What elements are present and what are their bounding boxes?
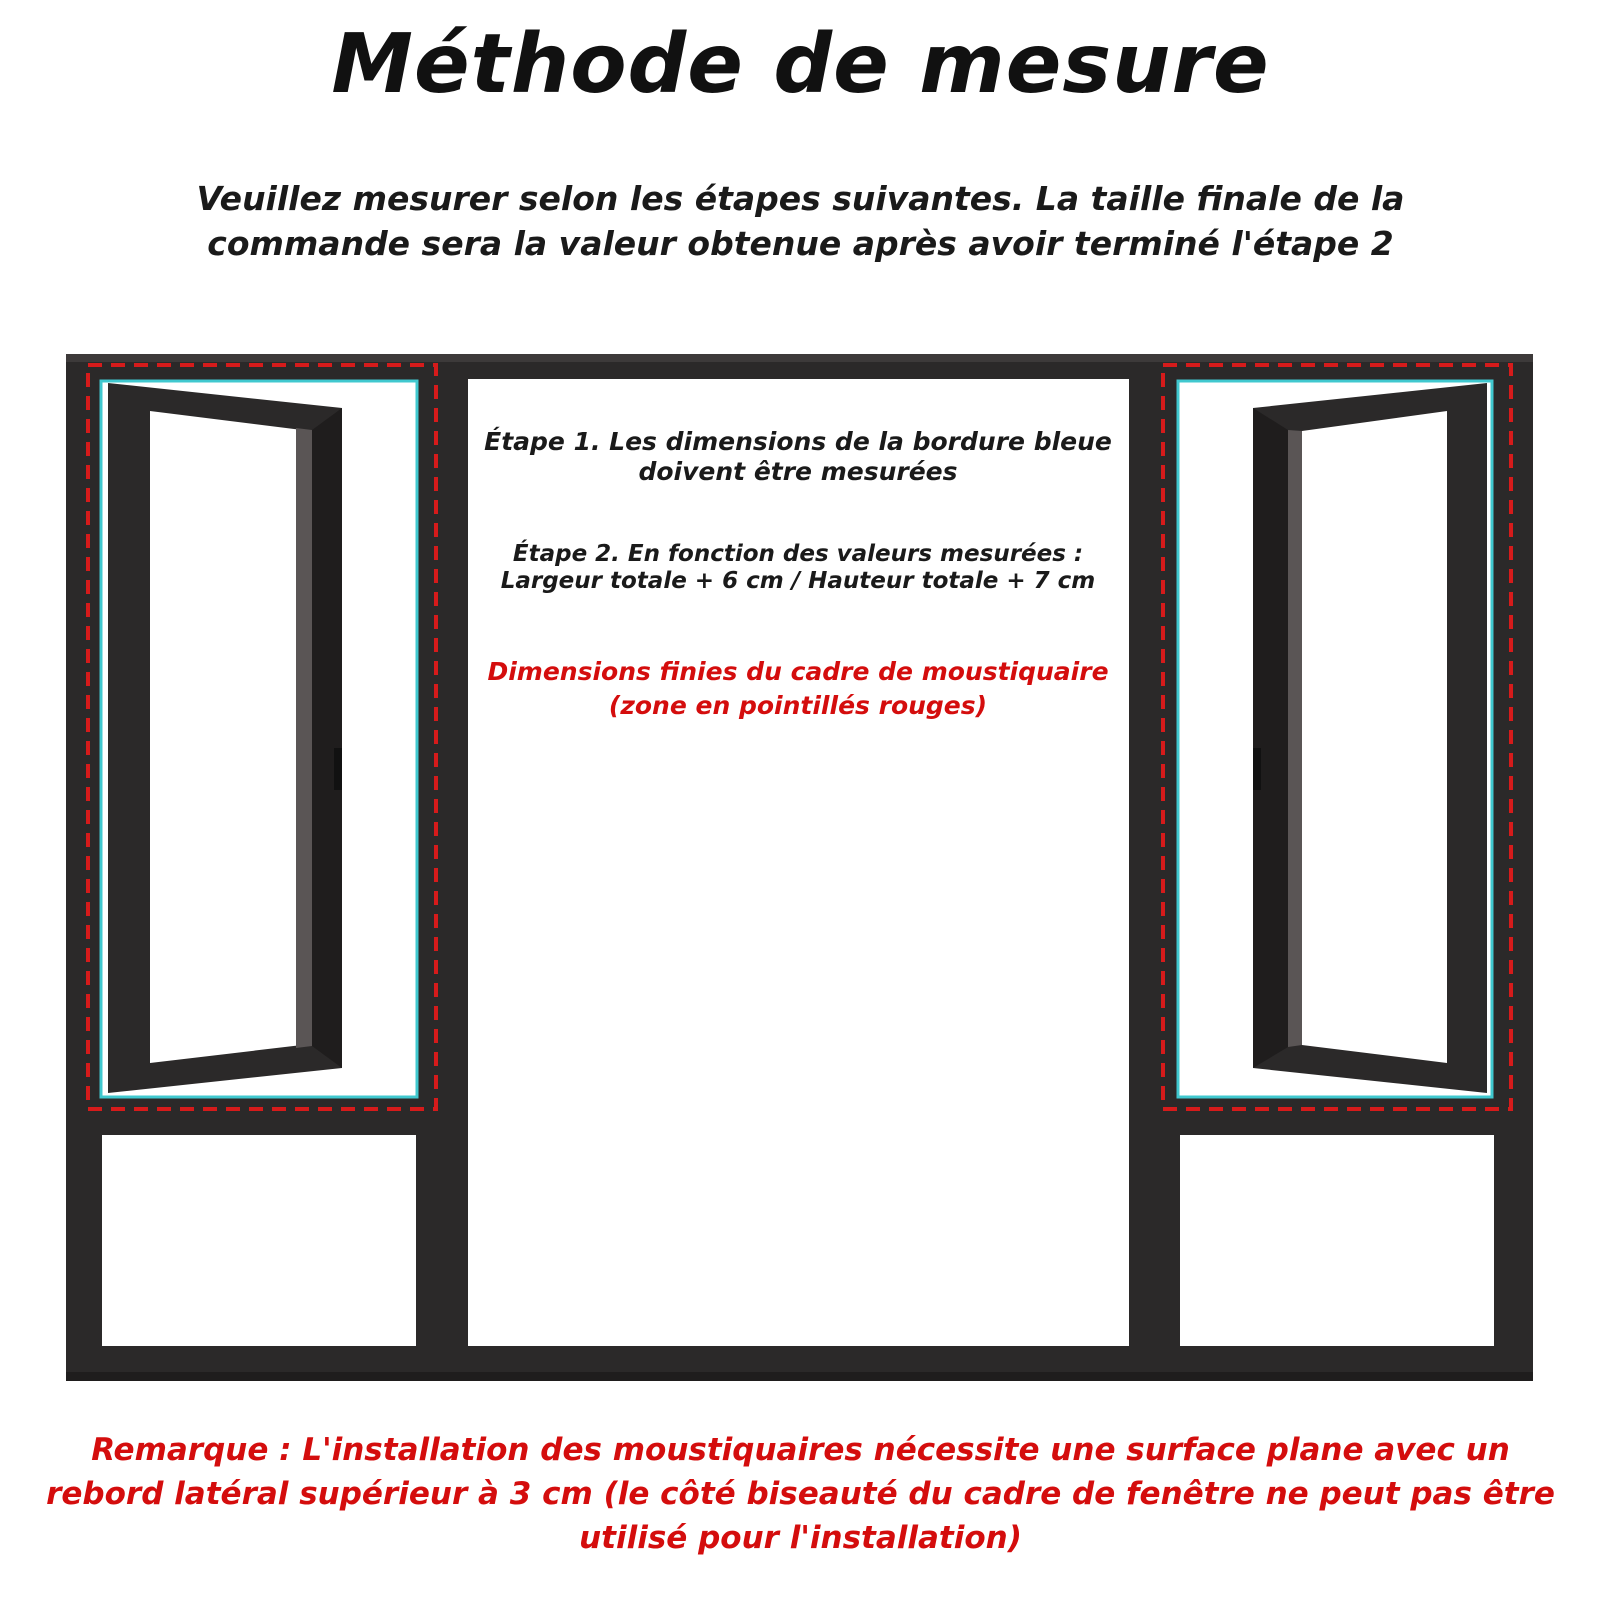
installation-remark bbox=[40, 1428, 1561, 1560]
step-2-line-1: Étape 2. En fonction des valeurs mesurées : bbox=[512, 541, 1084, 567]
left-lower-opening bbox=[102, 1135, 416, 1346]
frame-top-shade bbox=[66, 354, 1533, 362]
finished-dimensions-line-2: (zone en pointillés rouges) bbox=[608, 691, 988, 720]
right-lower-opening bbox=[1180, 1135, 1494, 1346]
right-open-sash bbox=[1253, 383, 1487, 1093]
step-2-text bbox=[468, 541, 1128, 595]
right-sash-edge bbox=[1288, 430, 1302, 1047]
center-opening bbox=[468, 379, 1129, 1346]
step-1-line-1: Étape 1. Les dimensions de la bordure bleue bbox=[484, 427, 1112, 456]
left-open-sash bbox=[108, 383, 342, 1093]
frame-bottom-shade bbox=[66, 1372, 1533, 1381]
left-sash-edge bbox=[296, 428, 312, 1048]
instructions-intro-line-2: commande sera la valeur obtenue après avoir terminé l'étape 2 bbox=[207, 224, 1394, 263]
remark-line-1: Remarque : L'installation des moustiquaires nécessite une surface plane avec un bbox=[91, 1432, 1510, 1468]
step-2-line-2: Largeur totale + 6 cm / Hauteur totale + 7 cm bbox=[500, 568, 1096, 594]
remark-line-2: rebord latéral supérieur à 3 cm (le côté biseauté du cadre de fenêtre ne peut pas être bbox=[46, 1476, 1555, 1512]
step-1-line-2: doivent être mesurées bbox=[638, 457, 958, 486]
left-sash-edge-dark bbox=[312, 408, 342, 1068]
page-title: Méthode de mesure bbox=[331, 17, 1270, 112]
finished-dimensions-line-1: Dimensions finies du cadre de moustiquaire bbox=[487, 657, 1109, 686]
remark-line-3: utilisé pour l'installation) bbox=[579, 1520, 1022, 1556]
step-1-text bbox=[468, 427, 1128, 487]
right-sash-handle bbox=[1253, 748, 1261, 790]
left-sash-glass bbox=[150, 411, 302, 1063]
finished-dimensions-text bbox=[468, 655, 1128, 723]
right-sash-glass bbox=[1302, 411, 1447, 1063]
left-sash-handle bbox=[334, 748, 342, 790]
right-sash-edge-dark bbox=[1253, 408, 1288, 1068]
instructions-intro-line-1: Veuillez mesurer selon les étapes suivantes. La taille finale de la bbox=[196, 179, 1405, 218]
